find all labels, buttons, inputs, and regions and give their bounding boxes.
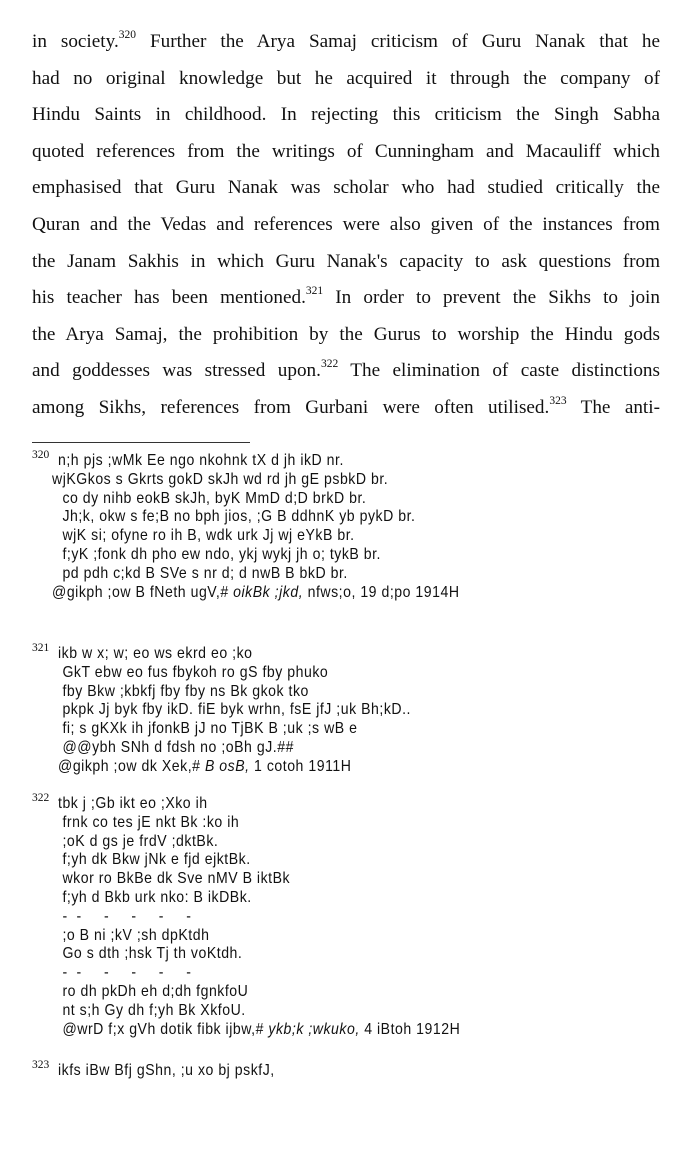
footnote-line: ;oK d gs je frdV ;dktBk. <box>58 832 219 850</box>
footnote-body <box>58 795 515 1039</box>
footnote-323 <box>32 1059 278 1081</box>
body-line: had no original knowledge but he acquired it through the company of <box>32 67 660 89</box>
footnote-line: frnk co tes jE nkt Bk :ko ih <box>58 813 240 831</box>
footnote-line: f;yK ;fonk dh pho ew ndo, ykj wykj jh o; tykB br. <box>58 545 382 563</box>
footnote-number: 322 <box>32 792 50 804</box>
footnote-line: wjK si; ofyne ro ih B, wdk urk Jj wj eYkB br. <box>58 527 355 545</box>
footnote-line: Jh;k, okw s fe;B no bph jios, ;G B ddhnK yb pykD br. <box>58 508 416 526</box>
body-line: among Sikhs, references from Gurbani were often utilised.$^{323}$ The anti- <box>32 394 660 418</box>
footnote-body <box>58 645 459 777</box>
footnote-body <box>58 1062 304 1081</box>
footnote-line: Go s dth ;hsk Tj th voKtdh. <box>58 945 243 963</box>
footnote-line: pd pdh c;kd B SVe s nr d; d nwB B bkD br. <box>58 564 348 582</box>
footnote-line: ikb w x; w; eo ws ekrd eo ;ko <box>58 645 253 662</box>
body-paragraph <box>32 24 660 427</box>
footnote-line: ikfs iBw Bfj gShn, ;u xo bj pskfJ, <box>58 1062 275 1079</box>
body-line: his teacher has been mentioned.$^{321}$ In order to prevent the Sikhs to join <box>32 285 660 309</box>
footnote-separator <box>32 442 250 443</box>
body-line: and goddesses was stressed upon.$^{322}$ The elimination of caste distinctions <box>32 358 660 382</box>
footnote-line: nt s;h Gy dh f;yh Bk XkfoU. <box>58 1001 246 1019</box>
footnote-ref[interactable]: 323 <box>549 394 567 407</box>
footnote-320 <box>32 449 489 602</box>
footnote-ref[interactable]: 321 <box>305 285 324 298</box>
body-line: in society.$^{320}$ Further the Arya Samaj criticism of Guru Nanak that he <box>32 29 661 52</box>
footnote-line: ro dh pkDh eh d;dh fgnkfoU <box>58 982 249 1000</box>
footnote-321 <box>32 642 433 777</box>
footnote-line: fi; s gKXk ih jfonkB jJ no TjBK B ;uk ;s wB e <box>58 720 358 738</box>
footnote-line: co dy nihb eokB skJh, byK MmD d;D brkD br. <box>58 489 367 507</box>
footnote-divider-dashes: - - - - - - <box>58 907 192 925</box>
footnote-divider-dashes: - - - - - - <box>58 964 192 982</box>
footnote-number: 321 <box>32 642 50 654</box>
footnote-citation: @wrD f;x gVh dotik fibk ijbw,# ykb;k ;wkuko, 4 iBtoh 1912H <box>58 1020 461 1038</box>
footnote-citation: @gikph ;ow dk Xek,# B osB, 1 cotoh 1911H <box>58 757 352 775</box>
footnote-line: fby Bkw ;kbkfj fby fby ns Bk gkok tko <box>58 682 309 700</box>
footnote-line: wkor ro BkBe dk Sve nMV B iktBk <box>58 870 291 888</box>
footnote-line: GkT ebw eo fus fbykoh ro gS fby phuko <box>58 663 329 681</box>
footnote-322 <box>32 792 489 1039</box>
footnote-line: f;yh dk Bkw jNk e fjd ejktBk. <box>58 851 251 869</box>
footnote-line: n;h pjs ;wMk Ee ngo nkohnk tX d jh ikD nr. <box>58 452 344 469</box>
body-line: the Arya Samaj, the prohibition by the Gurus to worship the Hindu gods <box>32 323 660 345</box>
body-line: emphasised that Guru Nanak was scholar who had studied critically the <box>32 177 660 199</box>
body-line: the Janam Sakhis in which Guru Nanak's capacity to ask questions from <box>32 250 660 272</box>
footnote-number: 323 <box>32 1059 50 1071</box>
footnote-line: tbk j ;Gb ikt eo ;Xko ih <box>58 795 208 812</box>
footnote-line: wjKGkos s Gkrts gokD skJh wd rd jh gE psbkD br. <box>52 470 389 488</box>
footnote-citation: @gikph ;ow B fNeth ugV,# oikBk ;jkd, nfws;o, 19 d;po 1914H <box>52 583 460 601</box>
body-line: Hindu Saints in childhood. In rejecting this criticism the Singh Sabha <box>32 104 660 126</box>
body-line: Quran and the Vedas and references were also given of the instances from <box>32 213 660 235</box>
footnote-ref[interactable]: 322 <box>320 358 339 371</box>
footnote-number: 320 <box>32 449 50 461</box>
footnote-ref[interactable]: 320 <box>118 29 137 41</box>
footnote-line: @@ybh SNh d fdsh no ;oBh gJ.## <box>58 738 294 756</box>
footnote-line: pkpk Jj byk fby ikD. fiE byk wrhn, fsE jfJ ;uk Bh;kD.. <box>58 701 411 719</box>
body-line: quoted references from the writings of Cunningham and Macauliff which <box>32 140 660 162</box>
footnote-line: f;yh d Bkb urk nko: B ikDBk. <box>58 888 252 906</box>
footnote-body <box>52 452 515 602</box>
footnote-line: ;o B ni ;kV ;sh dpKtdh <box>58 926 210 944</box>
